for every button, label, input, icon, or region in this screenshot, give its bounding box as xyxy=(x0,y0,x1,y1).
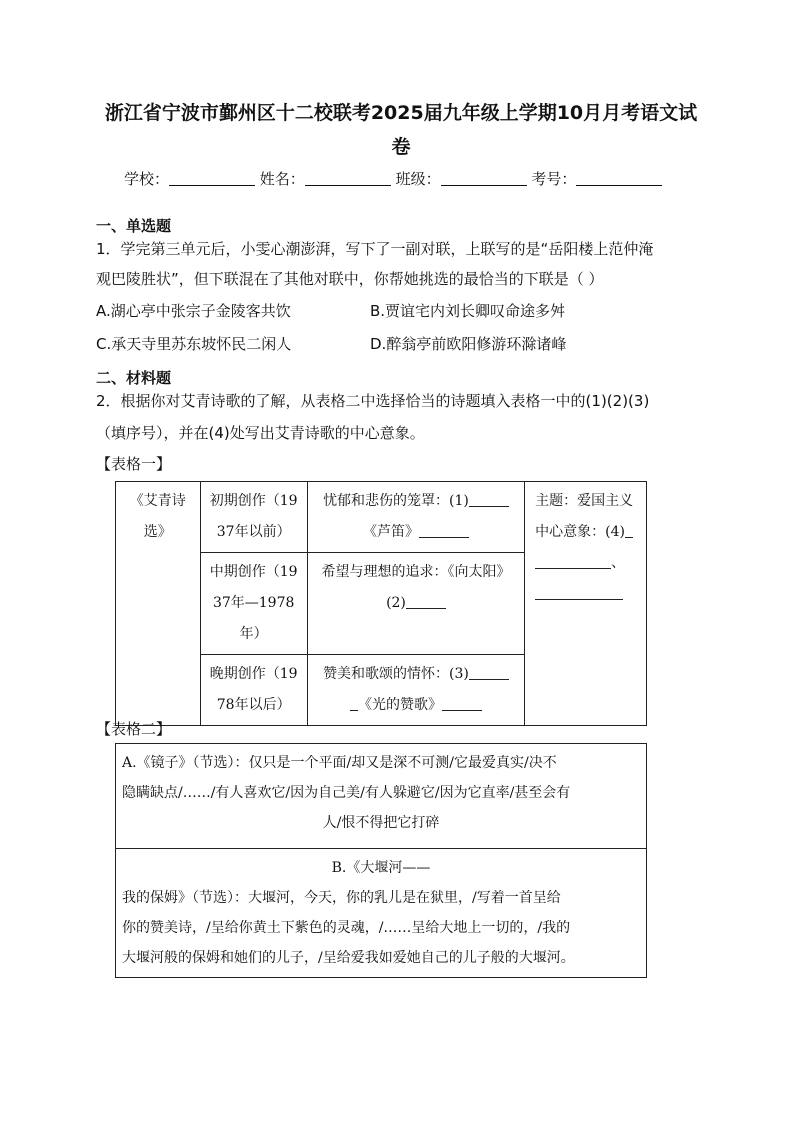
option-b[interactable]: B.贾谊宅内刘长卿叹命途多舛 xyxy=(370,302,566,320)
a-line-3: 人/恨不得把它打碎 xyxy=(322,815,440,831)
late-content-1: 赞美和歌颂的情怀：(3) xyxy=(323,666,469,682)
table1-book-cell xyxy=(116,482,201,726)
q1-line-2: 观巴陵胜状”，但下联混在了其他对联中，你帮她挑选的最恰当的下联是（ ） xyxy=(96,270,604,288)
early-content-2: 《芦笛》 xyxy=(362,524,419,540)
blank-late-head xyxy=(350,695,358,711)
b-line-3: 大堰河般的保姆和她们的儿子，/呈给爱我如爱她自己的儿子般的大堰河。 xyxy=(122,950,575,966)
b-line-1: 我的保姆》（节选）：大堰河，今天，你的乳儿是在狱里，/写着一首呈给 xyxy=(122,890,561,906)
section1-heading: 一、单选题 xyxy=(96,217,172,235)
option-b-cell xyxy=(116,849,647,978)
class-blank[interactable] xyxy=(441,169,527,186)
exam-no-label: 考号： xyxy=(531,170,577,188)
q1-line-1: 1．学完第三单元后，小雯心潮澎湃，写下了一副对联，上联写的是“岳阳楼上范仲淹 xyxy=(96,240,654,258)
early-period-cell xyxy=(200,482,307,553)
blank-late-tail xyxy=(442,695,482,711)
exam-no-blank[interactable] xyxy=(576,169,662,186)
table-two xyxy=(115,743,647,978)
name-blank[interactable] xyxy=(305,169,391,186)
center-image-label: 中心意象：(4) xyxy=(535,524,625,540)
early-content-cell xyxy=(307,482,524,553)
title-line-1: 浙江省宁波市鄞州区十二校联考2025届九年级上学期10月月考语文试 xyxy=(104,102,698,124)
theme-cell xyxy=(525,482,647,726)
section2-heading: 二、材料题 xyxy=(96,369,172,387)
separator: 、 xyxy=(611,555,626,571)
table2-label: 【表格二】 xyxy=(96,720,172,738)
mid-period-cell xyxy=(200,553,307,655)
name-label: 姓名： xyxy=(259,170,305,188)
option-c[interactable]: C.承天寺里苏东坡怀民二闲人 xyxy=(96,335,292,353)
title-line-2: 卷 xyxy=(391,136,411,158)
mid-period: 中期创作（1937年—1978年） xyxy=(209,564,298,642)
theme-text: 主题：爱国主义 xyxy=(535,493,634,509)
option-a[interactable]: A.湖心亭中张宗子金陵客共饮 xyxy=(96,302,291,320)
b-title: B.《大堰河—— xyxy=(331,860,431,876)
early-content-1: 忧郁和悲伤的笼罩：(1) xyxy=(323,493,469,509)
blank-2[interactable] xyxy=(406,593,446,609)
blank-4-head[interactable] xyxy=(625,522,633,538)
school-label: 学校： xyxy=(124,170,170,188)
blank-4a[interactable] xyxy=(535,553,611,569)
a-line-2: 隐瞒缺点/……/有人喜欢它/因为自己美/有人躲避它/因为它直率/甚至会有 xyxy=(122,785,571,801)
blank-4b[interactable] xyxy=(535,584,623,600)
q2-line-1: 2．根据你对艾青诗歌的了解，从表格二中选择恰当的诗题填入表格一中的(1)(2)(3) xyxy=(96,392,650,410)
late-period: 晚期创作（1978年以后） xyxy=(209,666,298,713)
option-a-cell xyxy=(116,744,647,849)
late-period-cell xyxy=(200,655,307,726)
mid-content-1: 希望与理想的追求：《向太阳》(2) xyxy=(321,564,511,611)
early-period: 初期创作（1937年以前） xyxy=(209,493,298,540)
q2-line-2: （填序号），并在(4)处写出艾青诗歌的中心意象。 xyxy=(96,424,425,442)
table-one xyxy=(115,481,647,726)
student-info-row xyxy=(124,168,662,189)
late-content-2: 《光的赞歌》 xyxy=(357,697,442,713)
a-line-1: A.《镜子》（节选）：仅只是一个平面/却又是深不可测/它最爱真实/决不 xyxy=(122,755,557,771)
book-title: 《艾青诗选》 xyxy=(129,493,186,540)
page-title xyxy=(96,96,706,164)
b-line-2: 你的赞美诗，/呈给你黄土下紫色的灵魂，/……呈给大地上一切的，/我的 xyxy=(122,920,571,936)
blank-3[interactable] xyxy=(469,664,509,680)
option-d[interactable]: D.醉翁亭前欧阳修游环滁诸峰 xyxy=(370,335,567,353)
blank-early-tail xyxy=(419,522,469,538)
late-content-cell xyxy=(307,655,524,726)
school-blank[interactable] xyxy=(169,169,255,186)
table1-label: 【表格一】 xyxy=(96,455,172,473)
class-label: 班级： xyxy=(395,170,441,188)
mid-content-cell xyxy=(307,553,524,655)
blank-1[interactable] xyxy=(469,491,509,507)
